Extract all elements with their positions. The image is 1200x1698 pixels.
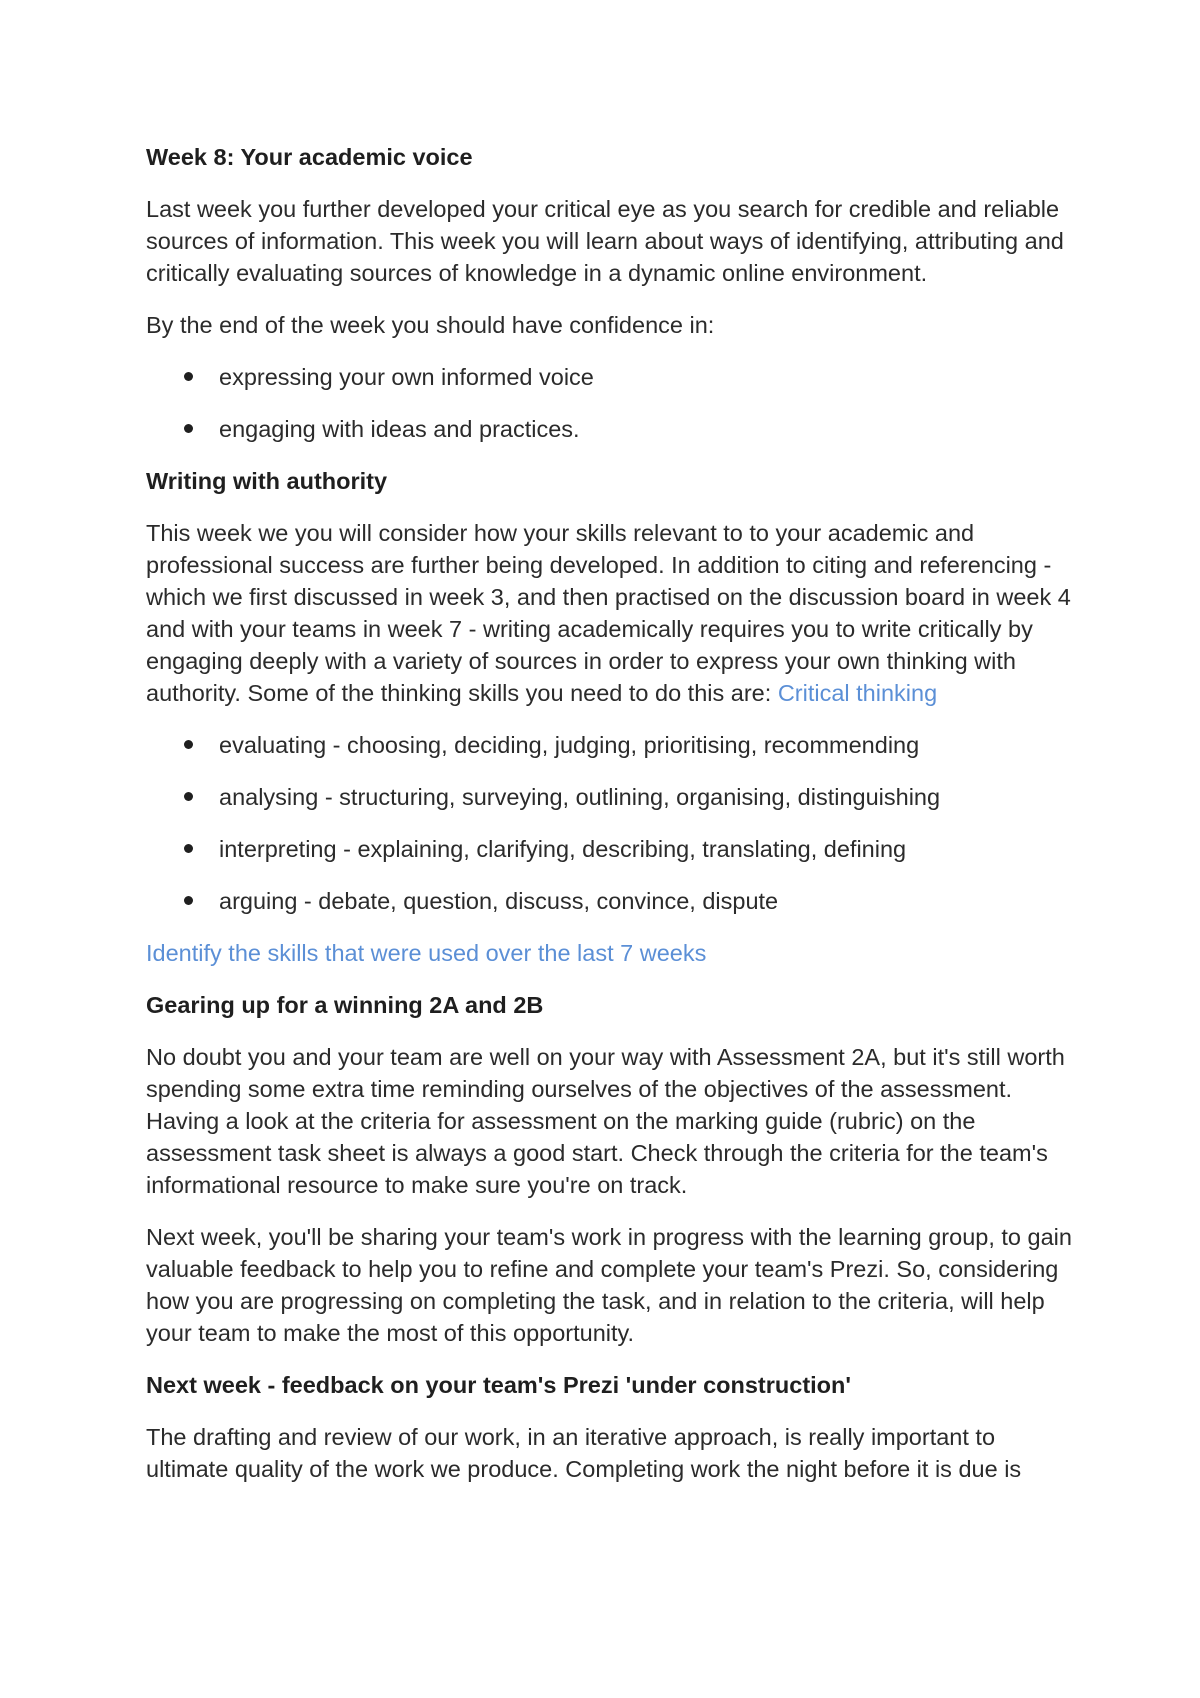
gearing-heading: Gearing up for a winning 2A and 2B <box>146 992 544 1018</box>
list-item <box>146 833 1076 865</box>
list-item <box>146 361 1076 393</box>
bullet-icon <box>184 372 193 381</box>
bullet-icon <box>184 740 193 749</box>
confidence-intro: By the end of the week you should have confidence in: <box>146 312 715 338</box>
authority-paragraph-text: This week we you will consider how your skills relevant to to your academic and professional success are further being developed. In addition to citing and referencing - which we first discussed in week 3, and then practised on the discussion board in week 4 and with your teams in week 7 - writing academically requires you to write critically by engaging deeply with a variety of sources in order to express your own thinking with authority. Some of the thinking skills you need to do this are: <box>146 520 1071 706</box>
list-item-text: evaluating - choosing, deciding, judging, prioritising, recommending <box>219 732 920 758</box>
critical-thinking-link[interactable]: Critical thinking <box>777 680 938 706</box>
authority-heading: Writing with authority <box>146 468 388 494</box>
gearing-paragraph-1: No doubt you and your team are well on your way with Assessment 2A, but it's still worth spending some extra time reminding ourselves of the objectives of the assessment. Having a look at the criteria for assessment on the marking guide (rubric) on the assessment task sheet is always a good start. Check through the criteria for the team's informational resource to make sure you're on track. <box>146 1044 1065 1198</box>
identify-skills-link[interactable]: Identify the skills that were used over the last 7 weeks <box>146 940 707 966</box>
confidence-list <box>146 361 1076 445</box>
authority-paragraph <box>146 517 1076 709</box>
list-item <box>146 413 1076 445</box>
gearing-paragraph-2: Next week, you'll be sharing your team's work in progress with the learning group, to gain valuable feedback to help you to refine and complete your team's Prezi. So, considering how you are progressing on completing the task, and in relation to the criteria, will help your team to make the most of this opportunity. <box>146 1224 1072 1346</box>
list-item-text: arguing - debate, question, discuss, convince, dispute <box>219 888 779 914</box>
next-week-paragraph: The drafting and review of our work, in an iterative approach, is really important to ultimate quality of the work we produce. Completing work the night before it is due is <box>146 1424 1022 1482</box>
list-item-text: engaging with ideas and practices. <box>219 416 580 442</box>
bullet-icon <box>184 792 193 801</box>
bullet-icon <box>184 424 193 433</box>
bullet-icon <box>184 896 193 905</box>
list-item <box>146 729 1076 761</box>
skills-list <box>146 729 1076 917</box>
next-week-heading: Next week - feedback on your team's Prezi 'under construction' <box>146 1372 851 1398</box>
intro-paragraph: Last week you further developed your critical eye as you search for credible and reliable sources of information. This week you will learn about ways of identifying, attributing and critically evaluating sources of knowledge in a dynamic online environment. <box>146 196 1064 286</box>
list-item-text: analysing - structuring, surveying, outlining, organising, distinguishing <box>219 784 941 810</box>
list-item-text: expressing your own informed voice <box>219 364 594 390</box>
list-item <box>146 781 1076 813</box>
week-title: Week 8: Your academic voice <box>146 144 473 170</box>
identify-skills-paragraph <box>146 937 1076 969</box>
list-item <box>146 885 1076 917</box>
document-page <box>146 141 1076 1505</box>
list-item-text: interpreting - explaining, clarifying, describing, translating, defining <box>219 836 907 862</box>
bullet-icon <box>184 844 193 853</box>
